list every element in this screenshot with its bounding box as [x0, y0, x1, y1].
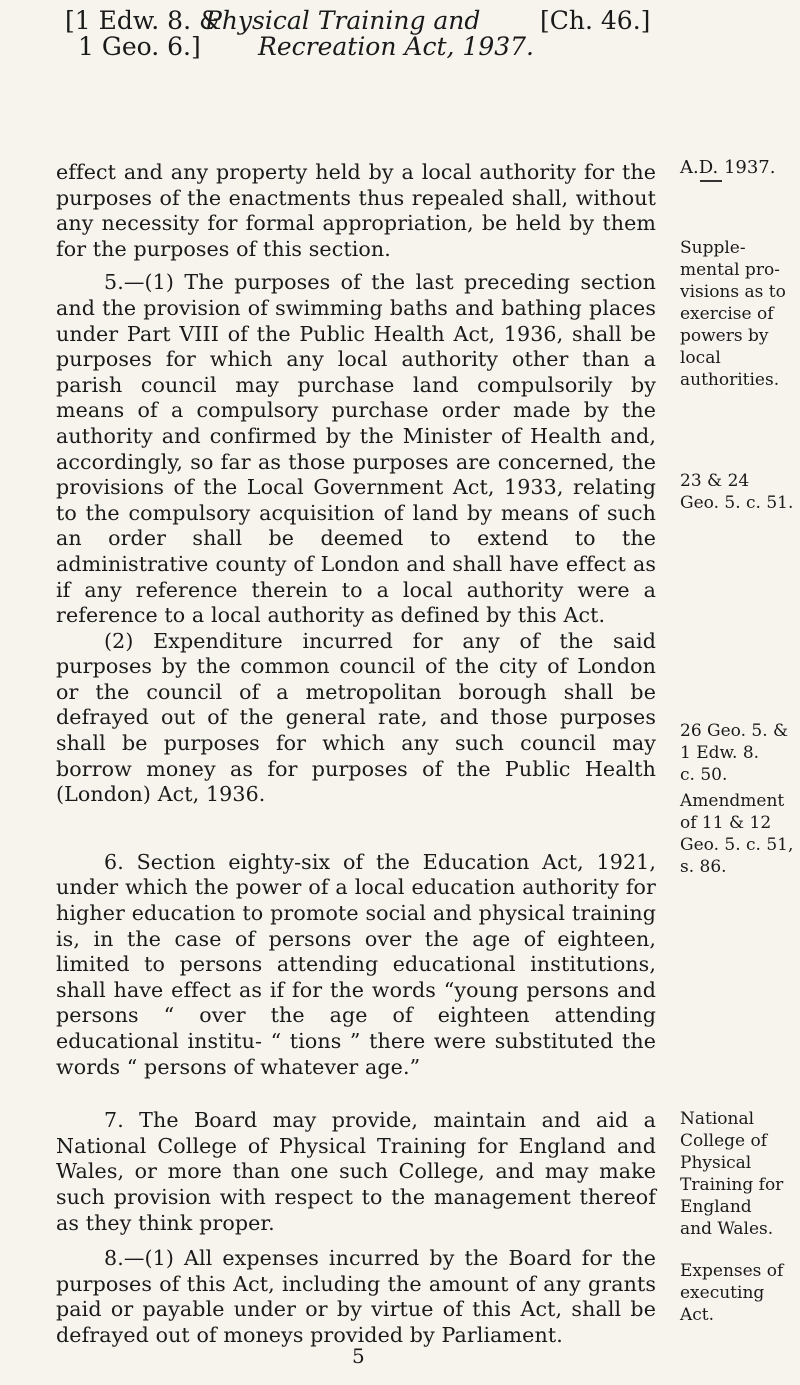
- margin-note-expenses: Expenses of executing Act.: [680, 1261, 784, 1325]
- header-title-line2: Recreation Act, 1937.: [258, 32, 534, 61]
- main-text: [56, 160, 656, 1349]
- margin-note-local-government-ref: 23 & 24 Geo. 5. c. 51.: [680, 471, 794, 513]
- margin-note-national-college: National College of Physical Training for England and Wales.: [680, 1109, 784, 1239]
- margin-year: A.D. 1937.: [680, 157, 776, 178]
- page-number: 5: [352, 1344, 365, 1368]
- header-reference-line1: [1 Edw. 8. &: [65, 6, 222, 35]
- paragraph-section-5-1: 5.—(1) The purposes of the last preceding section and the provision of swimming baths and bathing places under Part VIII of the Public Health Act, 1936, shall be purposes for which any local authority other than a parish council may purchase land compulsorily by means of a compulsory purchase order made by the authority and confirmed by the Minister of Health and, accordingly, so far as those purposes are concerned, the provisions of the Local Government Act, 1933, relating to the compulsory acquisition of land by means of such an order shall be deemed to extend to the administrative county of London and shall have effect as if any reference therein to a local authority were a reference to a local authority as defined by this Act.: [56, 270, 656, 628]
- margin-note-amendment: Amendment of 11 & 12 Geo. 5. c. 51, s. 86.: [680, 791, 794, 877]
- margin-note-public-health-ref: 26 Geo. 5. & 1 Edw. 8. c. 50.: [680, 721, 789, 785]
- paragraph-section-6: 6. Section eighty-six of the Education Act, 1921, under which the power of a local education authority for higher education to promote social and physical training is, in the case of persons over the age of eighteen, limited to persons attending educational institutions, shall have effect as if for the words “young persons and persons “ over the age of eighteen attending educational institu- “ tions ” there were substituted the words “ persons of whatever age.”: [56, 849, 656, 1079]
- paragraph-section-7: 7. The Board may provide, maintain and aid a National College of Physical Training for England and Wales, or more than one such College, and may make such provision with respect to the management thereof as they think proper.: [56, 1108, 656, 1235]
- header-reference-line2: 1 Geo. 6.]: [78, 32, 201, 61]
- margin-dash: [700, 180, 722, 182]
- header-chapter: [Ch. 46.]: [540, 6, 651, 35]
- paragraph-section-5-2: (2) Expenditure incurred for any of the said purposes by the common council of the city of London or the council of a metropolitan borough shall be defrayed out of the general rate, and those purposes shall be purposes for which any such council may borrow money as for purposes of the Public Health (London) Act, 1936.: [56, 628, 656, 807]
- paragraph-section-8: 8.—(1) All expenses incurred by the Board for the purposes of this Act, including the amount of any grants paid or payable under or by virtue of this Act, shall be defrayed out of moneys provided by Parliament.: [56, 1246, 656, 1347]
- header-title-line1: Physical Training and: [205, 6, 481, 35]
- margin-note-supplemental: Supple- mental pro- visions as to exercise of powers by local authorities.: [680, 238, 786, 390]
- paragraph-continuation: effect and any property held by a local authority for the purposes of the enactments thus repealed shall, without any necessity for formal appropriation, be held by them for the purposes of this section.: [56, 160, 656, 261]
